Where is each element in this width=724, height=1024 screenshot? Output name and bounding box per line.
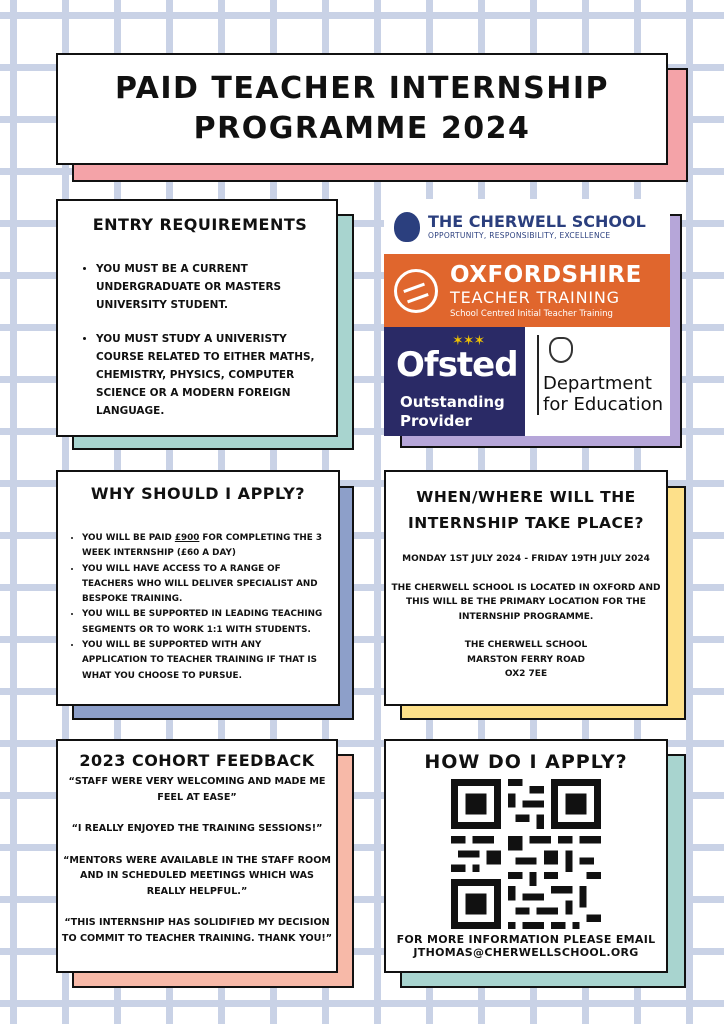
cohort-feedback-card — [56, 739, 338, 973]
dfe-line-2: for Education — [543, 394, 664, 415]
logos-panel — [384, 199, 670, 436]
ott-line-2: TEACHER TRAINING — [450, 287, 620, 307]
title-line-2: PROGRAMME 2024 — [193, 111, 531, 146]
dfe-line-1: Department — [543, 373, 652, 394]
royal-crest-icon — [549, 337, 573, 363]
dfe-logo — [525, 327, 670, 436]
title-line-1: PAID TEACHER INTERNSHIP — [114, 71, 610, 106]
entry-heading: ENTRY REQUIREMENTS — [92, 215, 308, 234]
address-line-3: OX2 7EE — [504, 669, 548, 679]
when-heading-line-1: WHEN/WHERE WILL THE — [416, 488, 636, 506]
entry-requirements-card — [56, 199, 338, 437]
more-info-text: FOR MORE INFORMATION PLEASE EMAIL — [396, 933, 656, 946]
why-item-1-post: FOR COMPLETING THE 3 WEEK INTERNSHIP (£60 A DAY) — [82, 533, 322, 559]
contact-email[interactable]: JTHOMAS@CHERWELLSCHOOL.ORG — [413, 946, 639, 959]
cherwell-logo — [384, 199, 670, 254]
ott-logo — [384, 254, 670, 327]
feedback-heading: 2023 COHORT FEEDBACK — [79, 751, 315, 770]
how-apply-card — [384, 739, 668, 973]
cherwell-crest-icon — [394, 212, 420, 242]
internship-location: THE CHERWELL SCHOOL IS LOCATED IN OXFORD AND THIS WILL BE THE PRIMARY LOCATION FOR THE INTERNSHIP PROGRAMME. — [391, 582, 661, 622]
cherwell-motto: OPPORTUNITY, RESPONSIBILITY, EXCELLENCE — [428, 231, 611, 240]
ott-emblem-icon — [394, 269, 438, 313]
internship-dates: MONDAY 1ST JULY 2024 - FRIDAY 19TH JULY 2024 — [402, 554, 650, 564]
ofsted-stars-icon: ✶✶✶ — [452, 333, 485, 349]
ofsted-line-2: Provider — [400, 412, 472, 430]
page-title — [115, 69, 609, 149]
when-where-card — [384, 470, 668, 706]
why-apply-card — [56, 470, 340, 706]
ott-line-1: OXFORDSHIRE — [450, 261, 642, 288]
when-heading — [390, 484, 662, 536]
when-heading-line-2: INTERNSHIP TAKE PLACE? — [407, 514, 644, 532]
address-line-1: THE CHERWELL SCHOOL — [464, 640, 588, 650]
title-banner — [56, 53, 668, 165]
apply-heading: HOW DO I APPLY? — [424, 751, 628, 773]
why-item: • YOU WILL HAVE ACCESS TO A RANGE OF TEACHERS WHO WILL DELIVER SPECIALIST AND BESPOKE TRAINING. — [82, 562, 328, 608]
dfe-text — [543, 373, 663, 415]
feedback-quote: “I REALLY ENJOYED THE TRAINING SESSIONS!” — [71, 823, 323, 834]
feedback-quote: “MENTORS WERE AVAILABLE IN THE STAFF ROOM AND IN SCHEDULED MEETINGS WHICH WAS REALLY HELPFUL.” — [63, 854, 331, 897]
address-line-2: MARSTON FERRY ROAD — [467, 654, 585, 665]
why-list — [68, 531, 328, 684]
qr-code-icon[interactable] — [451, 779, 601, 929]
ott-line-3: School Centred Initial Teacher Training — [450, 308, 613, 319]
why-item: • YOU WILL BE SUPPORTED WITH ANY APPLICATION TO TEACHER TRAINING IF THAT IS WHAT YOU CHOOSE TO PURSUE. — [82, 638, 328, 684]
dfe-divider — [537, 335, 539, 415]
ofsted-logo — [384, 327, 525, 436]
ofsted-rating — [400, 393, 505, 431]
why-item-1-pre: YOU WILL BE PAID — [82, 533, 175, 543]
entry-item: • YOU MUST STUDY A UNIVERISTY COURSE RELATED TO EITHER MATHS, CHEMISTRY, PHYSICS, COMPUTER SCIENCE OR A MODERN FOREIGN LANGUAGE. — [96, 330, 320, 420]
ofsted-word: Ofsted — [396, 345, 518, 385]
school-address — [390, 638, 662, 682]
ofsted-line-1: Outstanding — [400, 393, 505, 411]
feedback-quote: “THIS INTERNSHIP HAS SOLIDIFIED MY DECISION TO COMMIT TO TEACHER TRAINING. THANK YOU!” — [61, 917, 333, 944]
pay-amount: £900 — [174, 533, 200, 543]
why-item: • YOU WILL BE SUPPORTED IN LEADING TEACHING SEGMENTS OR TO WORK 1:1 WITH STUDENTS. — [82, 607, 328, 638]
cherwell-name: THE CHERWELL SCHOOL — [428, 212, 646, 231]
entry-item: • YOU MUST BE A CURRENT UNDERGRADUATE OR MASTERS UNIVERSITY STUDENT. — [96, 260, 320, 314]
why-heading: WHY SHOULD I APPLY? — [90, 484, 306, 503]
why-item — [82, 531, 328, 562]
entry-list — [80, 260, 320, 420]
feedback-quote: “STAFF WERE VERY WELCOMING AND MADE ME FEEL AT EASE” — [68, 776, 326, 803]
more-info — [388, 933, 664, 959]
